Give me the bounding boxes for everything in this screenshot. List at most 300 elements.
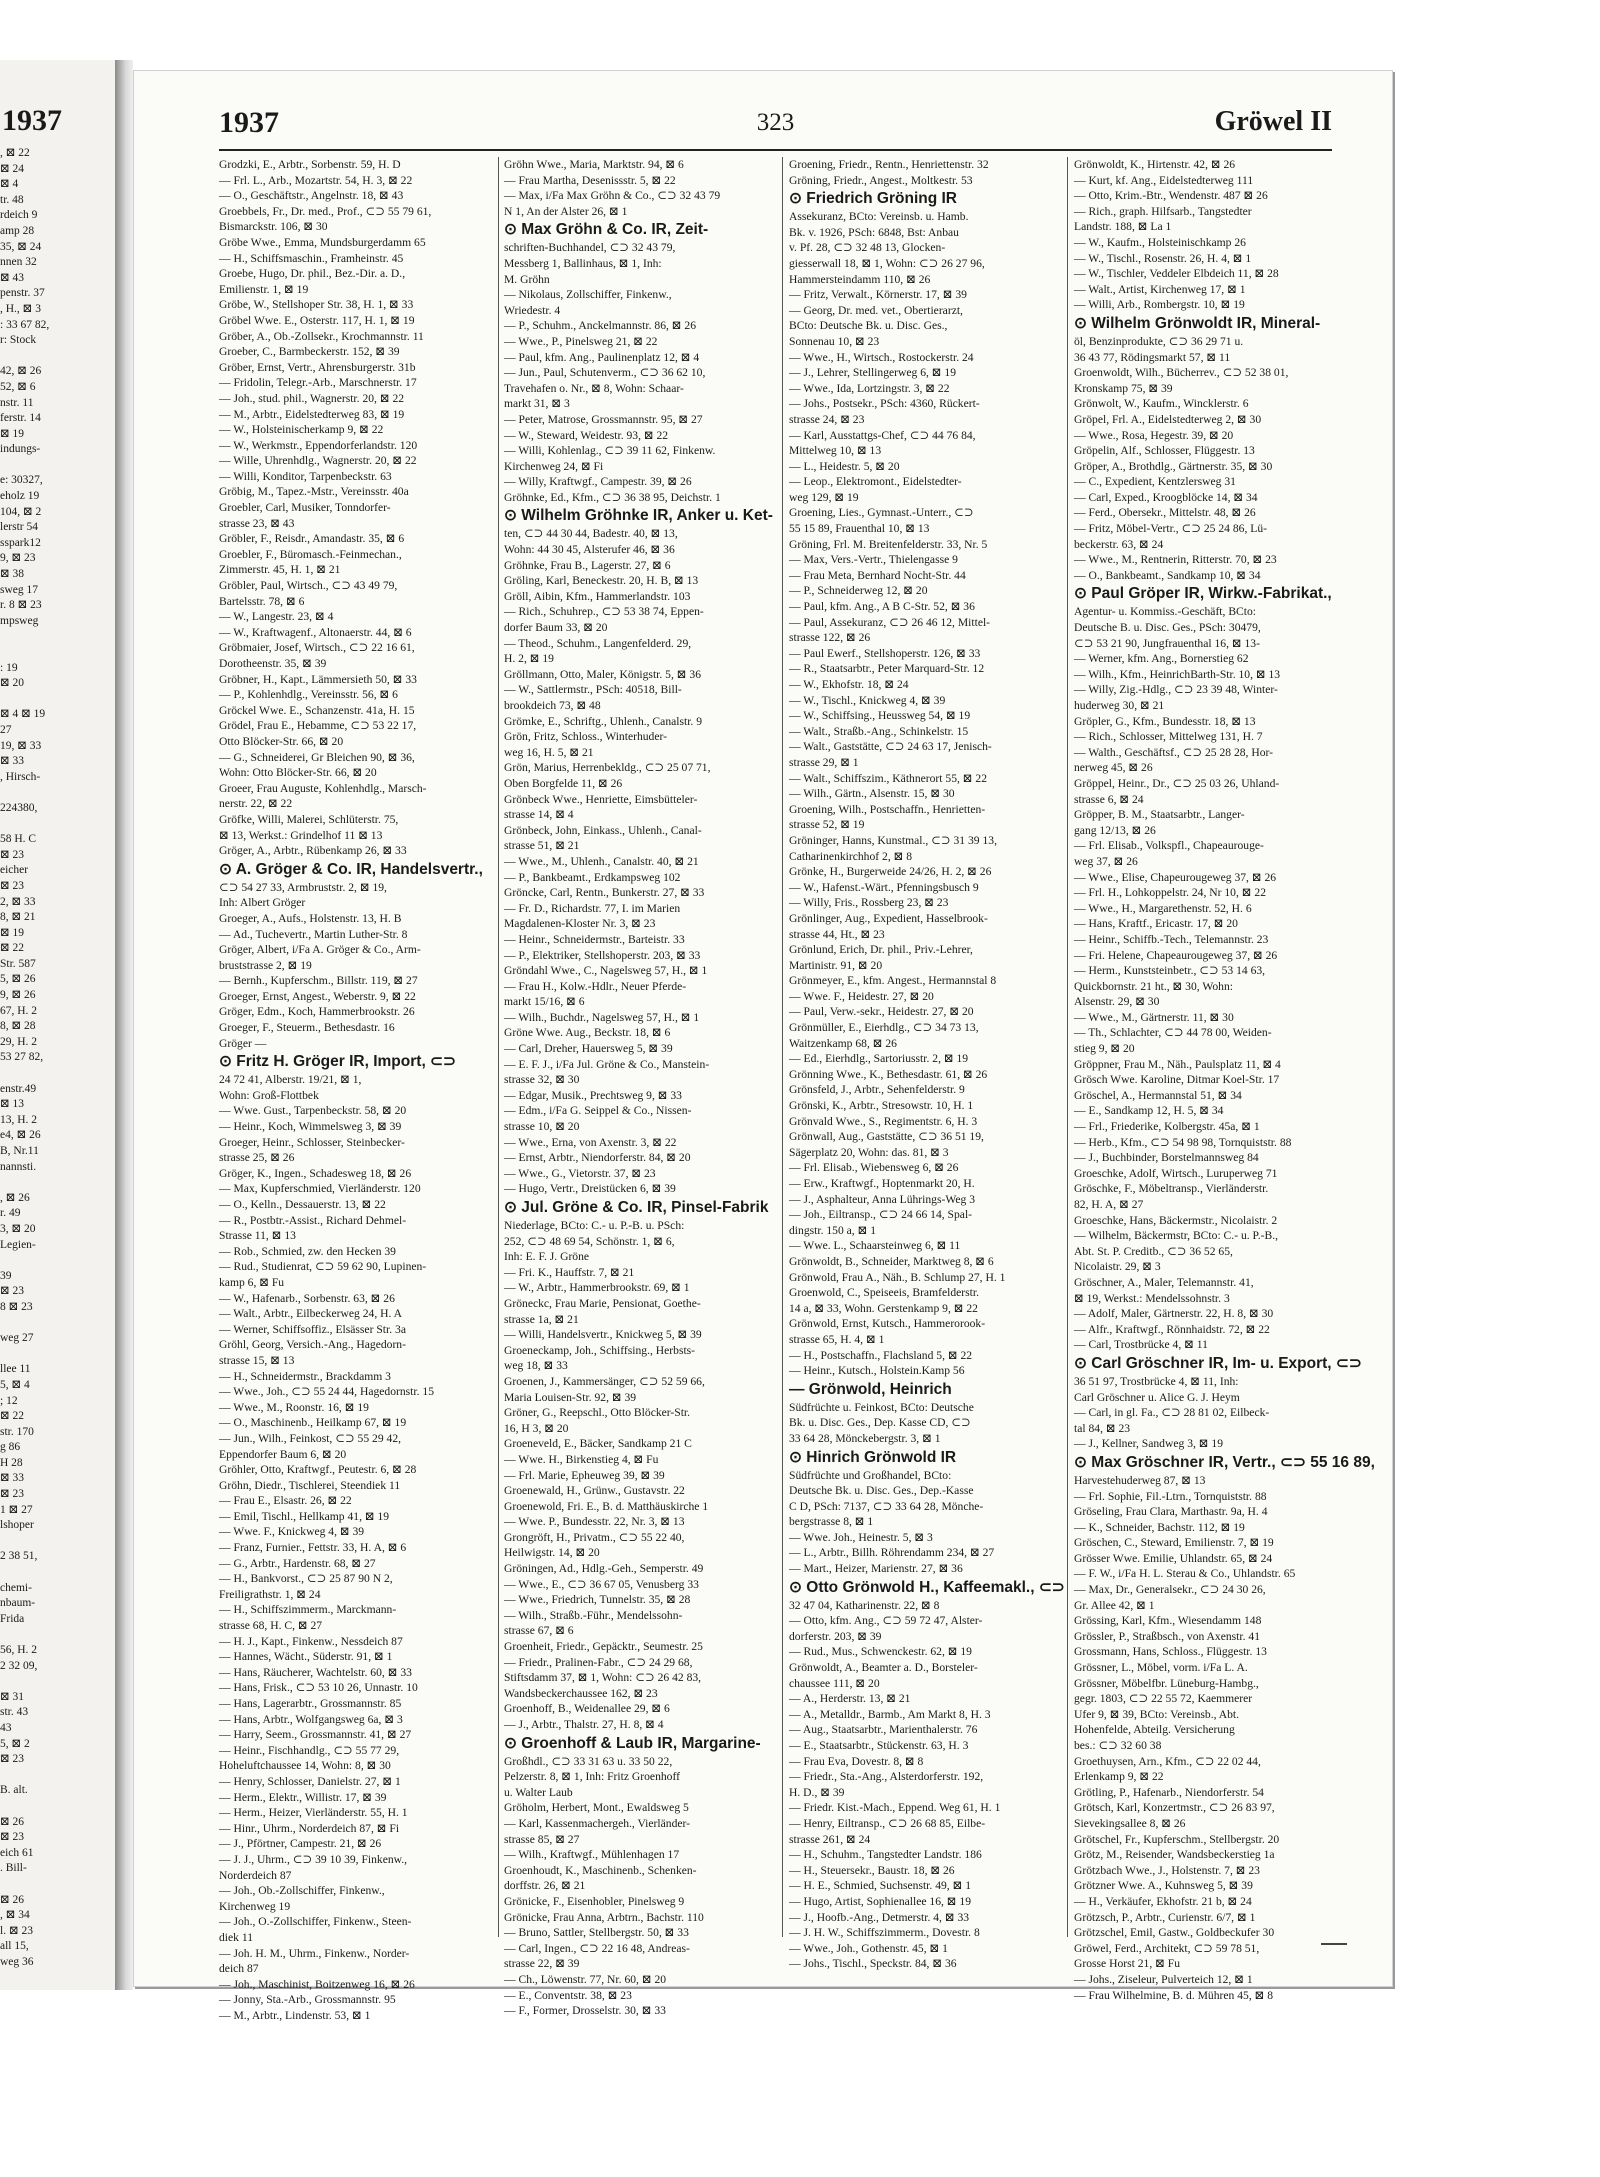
directory-entry-line: — H., Schneidermstr., Brackdamm 3 [219, 1369, 391, 1383]
firm-entry-heading: ⊙ Max Gröhn & Co. IR, Zeit- [504, 221, 709, 239]
previous-page-year: 1937 [2, 104, 62, 137]
directory-entry-line: dingstr. 150 a, ⊠ 1 [789, 1223, 877, 1237]
previous-page-line: ⊠ 22 [0, 1410, 25, 1423]
directory-entry-line: — Wwe. Joh., Heinestr. 5, ⊠ 3 [789, 1530, 933, 1544]
directory-entry-line: Grötzschel, Emil, Gastw., Goldbeckufer 30 [1074, 1926, 1275, 1940]
directory-entry-line: strasse 32, ⊠ 30 [504, 1073, 580, 1087]
previous-page-line: . Bill- [0, 1862, 27, 1875]
previous-page-line: 9, ⊠ 26 [0, 989, 36, 1002]
directory-entry-line: — W., Kraftwagenf., Altonaerstr. 44, ⊠ 6 [219, 625, 412, 639]
directory-entry-line: — Frl. H., Lohkoppelstr. 24, Nr 10, ⊠ 22 [1074, 886, 1266, 900]
directory-entry-line: strasse 1a, ⊠ 21 [504, 1312, 579, 1326]
directory-entry-line: — Max, i/Fa Max Gröhn & Co., ⊂⊃ 32 43 79 [504, 189, 721, 203]
column-2 [504, 157, 773, 2018]
directory-entry-line: — Johs., Ziseleur, Pulverteich 12, ⊠ 1 [1074, 1972, 1253, 1986]
directory-entry-line: 55 15 89, Frauenthal 10, ⊠ 13 [789, 522, 930, 536]
directory-entry-line: Quickbornstr. 21 ht., ⊠ 30, Wohn: [1074, 979, 1233, 993]
directory-entry-line: — H., Steuersekr., Baustr. 18, ⊠ 26 [789, 1863, 955, 1877]
directory-entry-line: — H., Schiffszimmerm., Marckmann- [219, 1603, 397, 1617]
directory-entry-line: Gröncke, Carl, Rentn., Bunkerstr. 27, ⊠ 33 [504, 886, 705, 900]
previous-page-line: Legien- [0, 1238, 36, 1251]
directory-entry-line: Deutsche Bk. u. Disc. Ges., Dep.-Kasse [789, 1484, 974, 1498]
directory-entry-line: v. Pf. 28, ⊂⊃ 32 48 13, Glocken- [789, 241, 946, 255]
directory-entry-line: — Franz, Furnier., Fettstr. 33, H. A, ⊠ 6 [219, 1541, 407, 1555]
directory-entry-line: strasse 51, ⊠ 21 [504, 839, 580, 853]
directory-entry-line: Hammersteindamm 110, ⊠ 26 [789, 272, 931, 286]
directory-entry-line: — A., Metalldr., Barmb., Am Markt 8, H. 3 [789, 1707, 991, 1721]
directory-entry-line: — Rich., graph. Hilfsarb., Tangstedter [1074, 204, 1252, 218]
directory-entry-line: — Frau Meta, Bernhard Nocht-Str. 44 [789, 568, 966, 582]
directory-entry-line: Stiftsdamm 37, ⊠ 1, Wohn: ⊂⊃ 26 42 83, [504, 1671, 702, 1685]
directory-entry-line: weg 16, H. 5, ⊠ 21 [504, 745, 594, 759]
previous-page-line [0, 645, 113, 661]
previous-page-line: g 86 [0, 1441, 21, 1454]
directory-entry-line: — P., Schneiderweg 12, ⊠ 20 [789, 584, 928, 598]
directory-entry-line: Grodzki, E., Arbtr., Sorbenstr. 59, H. D [219, 158, 401, 171]
directory-entry-line: — Fritz, Möbel-Vertr., ⊂⊃ 25 24 86, Lü- [1074, 522, 1267, 536]
directory-entry-line: Gröndahl Wwe., C., Nagelsweg 57, H., ⊠ 1 [504, 964, 708, 978]
directory-entry-line: Grömke, E., Schriftg., Uhlenh., Canalstr. 9 [504, 714, 703, 728]
header-rule [219, 149, 1332, 151]
previous-page-line [0, 1877, 113, 1893]
previous-page-line [0, 1768, 113, 1784]
directory-entry-line: Gröbler, Paul, Wirtsch., ⊂⊃ 43 49 79, [219, 579, 398, 593]
directory-entry-line: Abt. St. P. Creditb., ⊂⊃ 36 52 65, [1074, 1244, 1233, 1258]
directory-entry-line: giesserwall 18, ⊠ 1, Wohn: ⊂⊃ 26 27 96, [789, 256, 985, 270]
directory-entry-line: — Harry, Seem., Grossmannstr. 41, ⊠ 27 [219, 1728, 412, 1742]
column-1 [219, 157, 484, 2022]
directory-entry-line: strasse 22, ⊠ 39 [504, 1957, 580, 1971]
directory-entry-line: Gröninger, Hanns, Kunstmal., ⊂⊃ 31 39 13, [789, 833, 997, 847]
directory-entry-line: — Wwe. F., Heidestr. 27, ⊠ 20 [789, 989, 934, 1003]
directory-entry-line: — Willi, Arb., Rombergstr. 10, ⊠ 19 [1074, 298, 1245, 312]
previous-page-line: r: Stock [0, 334, 37, 347]
directory-entry-line: Gröger, Edm., Koch, Hammerbrookstr. 26 [219, 1005, 415, 1019]
directory-entry-line: nerweg 45, ⊠ 26 [1074, 761, 1153, 775]
running-head: Gröwel II [1214, 106, 1332, 137]
directory-entry-line: Grötzner Wwe. A., Kuhnsweg 5, ⊠ 39 [1074, 1879, 1253, 1893]
directory-entry-line: — R., Staatsarbtr., Peter Marquard-Str. 12 [789, 662, 985, 676]
previous-page-line: 58 H. C [0, 833, 37, 846]
directory-entry-line: — Walt., Artist, Kirchenweg 17, ⊠ 1 [1074, 282, 1246, 296]
directory-entry-line: — Grönwold, Heinrich [789, 1380, 952, 1398]
directory-entry-line: Grödel, Frau E., Hebamme, ⊂⊃ 53 22 17, [219, 719, 417, 733]
previous-page-line: ⊠ 23 [0, 1488, 25, 1501]
directory-entry-line: Inh: Albert Gröger [219, 896, 306, 910]
previous-page-line: enstr.49 [0, 1082, 37, 1095]
previous-page-line: ⊠ 38 [0, 568, 25, 581]
directory-entry-line: tal 84, ⊠ 23 [1074, 1421, 1131, 1435]
directory-entry-line: Grössner, Möbelfbr. Lüneburg-Hambg., [1074, 1676, 1259, 1690]
directory-entry-line: — W., Hafenarb., Sorbenstr. 63, ⊠ 26 [219, 1291, 395, 1305]
directory-entry-line: — Wilh., Kraftwgf., Mühlenhagen 17 [504, 1848, 680, 1862]
directory-entry-line: — J., Arbtr., Thalstr. 27, H. 8, ⊠ 4 [504, 1718, 664, 1731]
directory-entry-line: weg 18, ⊠ 33 [504, 1359, 568, 1373]
directory-entry-line: dorfer Baum 33, ⊠ 20 [504, 621, 608, 635]
directory-entry-line: — Joh. H. M., Uhrm., Finkenw., Norder- [219, 1946, 410, 1960]
column-3 [789, 157, 1065, 1971]
directory-entry-line: — Frl. Sophie, Fil.-Ltrn., Tornquiststr. 88 [1074, 1489, 1267, 1503]
directory-entry-line: — F., Former, Drosselstr. 30, ⊠ 33 [504, 2004, 666, 2018]
directory-entry-line: Groebler, F., Büromasch.-Feinmechan., [219, 547, 402, 561]
previous-page-line: lerstr 54 [0, 521, 39, 534]
directory-entry-line: Groenwold, C., Speiseeis, Bramfelderstr. [789, 1286, 979, 1300]
directory-entry-line: Sägerplatz 20, Wohn: das. 81, ⊠ 3 [789, 1145, 949, 1159]
directory-entry-line: Wohn: Otto Blöcker-Str. 66, ⊠ 20 [219, 766, 377, 780]
directory-entry-line: — Joh., Maschinist, Boitzenweg 16, ⊠ 26 [219, 1977, 415, 1991]
directory-entry-line: Grönski, K., Arbtr., Stresowstr. 10, H. 1 [789, 1099, 974, 1113]
directory-entry-line: Gröhnke, Ed., Kfm., ⊂⊃ 36 38 95, Deichstr. 1 [504, 490, 721, 504]
directory-entry-line: strasse 85, ⊠ 27 [504, 1832, 580, 1846]
directory-entry-line: — Wwe. P., Bundesstr. 22, Nr. 3, ⊠ 13 [504, 1515, 685, 1529]
directory-entry-line: Harvestehuderweg 87, ⊠ 13 [1074, 1473, 1206, 1487]
directory-entry-line: — H., Verkäufer, Ekhofstr. 21 b, ⊠ 24 [1074, 1894, 1252, 1908]
directory-entry-line: Travehafen o. Nr., ⊠ 8, Wohn: Schaar- [504, 381, 684, 395]
directory-entry-line: Gröwel, Ferd., Architekt, ⊂⊃ 59 78 51, [1074, 1941, 1260, 1955]
directory-entry-line: ten, ⊂⊃ 44 30 44, Badestr. 40, ⊠ 13, [504, 527, 678, 541]
directory-entry-line: Gröckel Wwe. E., Schanzenstr. 41a, H. 15 [219, 703, 415, 717]
directory-entry-line: Groening, Friedr., Rentn., Henriettenstr. 32 [789, 158, 989, 171]
previous-page-line: 2 32 09, [0, 1659, 38, 1672]
previous-page-line: mpsweg [0, 614, 39, 627]
directory-entry-line: Niederlage, BCto: C.- u. P.-B. u. PSch: [504, 1219, 685, 1232]
directory-entry-line: Groeneveld, E., Bäcker, Sandkamp 21 C [504, 1437, 692, 1451]
directory-entry-line: — Paul, kfm. Ang., Paulinenplatz 12, ⊠ 4 [504, 350, 700, 364]
directory-entry-line: Bismarckstr. 106, ⊠ 30 [219, 220, 328, 234]
directory-entry-line: Grönvald Wwe., S., Regimentstr. 6, H. 3 [789, 1114, 978, 1128]
directory-entry-line: — W., Sattlermstr., PSch: 40518, Bill- [504, 683, 682, 697]
directory-entry-line: Groeer, Frau Auguste, Kohlenhdlg., Marsch- [219, 781, 427, 795]
directory-entry-line: — Jun., Paul, Schutenverm., ⊂⊃ 36 62 10, [504, 366, 706, 380]
previous-page-line: 224380, [0, 801, 38, 814]
page-header [219, 106, 1332, 146]
directory-entry-line: — J., Asphalteur, Anna Lührings-Weg 3 [789, 1192, 976, 1206]
previous-page-line: 67, H. 2 [0, 1004, 38, 1017]
directory-entry-line: Gröger, A., Arbtr., Rübenkamp 26, ⊠ 33 [219, 844, 407, 858]
directory-entry-line: — Hinr., Uhrm., Norderdeich 87, ⊠ Fi [219, 1821, 400, 1835]
previous-page-line: 27 [0, 723, 12, 736]
previous-page-line: ⊠ 4 [0, 178, 19, 191]
directory-entry-line: — Max, Dr., Generalsekr., ⊂⊃ 24 30 26, [1074, 1583, 1266, 1597]
previous-page-line: , H., ⊠ 3 [0, 302, 41, 315]
directory-entry-line: Grön, Marius, Herrenbekldg., ⊂⊃ 25 07 71, [504, 761, 711, 775]
directory-entry-line: Inh: E. F. J. Gröne [504, 1250, 590, 1264]
directory-entry-line: Gr. Allee 42, ⊠ 1 [1074, 1598, 1155, 1612]
directory-entry-line: — W., Langestr. 23, ⊠ 4 [219, 610, 334, 624]
directory-entry-line: Groenheit, Friedr., Gepäcktr., Seumestr. 25 [504, 1640, 703, 1654]
directory-entry-line: — Hugo, Artist, Sophienallee 16, ⊠ 19 [789, 1894, 971, 1908]
directory-entry-line: M. Gröhn [504, 272, 550, 286]
previous-page-line: H 28 [0, 1456, 23, 1469]
directory-entry-line: — Hans, Arbtr., Wolfgangsweg 6a, ⊠ 3 [219, 1712, 403, 1726]
directory-entry-line: — Th., Schlachter, ⊂⊃ 44 78 00, Weiden- [1074, 1026, 1272, 1040]
directory-entry-line: — Frl. Elisab., Wiebensweg 6, ⊠ 26 [789, 1161, 959, 1175]
firm-entry-heading: ⊙ Wilhelm Gröhnke IR, Anker u. Ket- [504, 507, 773, 525]
directory-entry-line: Oben Borgfelde 11, ⊠ 26 [504, 776, 623, 790]
directory-entry-line: 16, H 3, ⊠ 20 [504, 1421, 569, 1435]
directory-entry-line: — O., Kelln., Dessauerstr. 13, ⊠ 22 [219, 1198, 386, 1211]
firm-entry-heading: ⊙ Paul Gröper IR, Wirkw.-Fabrikat., [1074, 585, 1332, 603]
directory-entry-line: Groening, Wilh., Postschaffn., Henrietten- [789, 802, 986, 816]
directory-entry-line: Gröfke, Willi, Malerei, Schlüterstr. 75, [219, 812, 399, 826]
directory-entry-line: — Willy, Zig.-Hdlg., ⊂⊃ 23 39 48, Winter- [1074, 683, 1278, 697]
directory-entry-line: Gröbe Wwe., Emma, Mundsburgerdamm 65 [219, 235, 426, 249]
directory-entry-line: 36 43 77, Rödingsmarkt 57, ⊠ 11 [1074, 350, 1231, 364]
directory-entry-line: Heilwigstr. 14, ⊠ 20 [504, 1546, 600, 1560]
directory-entry-line: Gröger, Albert, i/Fa A. Gröger & Co., Arm- [219, 943, 421, 957]
previous-page-line: ⊠ 22 [0, 942, 25, 955]
directory-entry-line: — W., Schiffsing., Heussweg 54, ⊠ 19 [789, 709, 971, 723]
directory-entry-line: — Karl, Ausstattgs-Chef, ⊂⊃ 44 76 84, [789, 428, 976, 442]
directory-entry-line: markt 31, ⊠ 3 [504, 397, 570, 411]
previous-page-line: ⊠ 33 [0, 755, 25, 768]
directory-entry-line: — H., Schuhm., Tangstedter Landstr. 186 [789, 1848, 982, 1862]
directory-entry-line: gang 12/13, ⊠ 26 [1074, 823, 1156, 837]
directory-entry-line: Gröschel, A., Hermannstal 51, ⊠ 34 [1074, 1088, 1242, 1102]
previous-page-line: 13, H. 2 [0, 1113, 38, 1126]
directory-entry-line: brookdeich 73, ⊠ 48 [504, 699, 601, 712]
directory-entry-line: — Frl., Friederike, Kolbergstr. 45a, ⊠ 1 [1074, 1120, 1260, 1134]
directory-entry-line: Grössing, Karl, Kfm., Wiesendamm 148 [1074, 1614, 1262, 1628]
directory-entry-line: — Wwe., Elise, Chapeurougeweg 37, ⊠ 26 [1074, 870, 1277, 884]
directory-entry-line: — Alfr., Kraftwgf., Rönnhaidstr. 72, ⊠ 22 [1074, 1322, 1270, 1336]
directory-entry-line: Nicolaistr. 29, ⊠ 3 [1074, 1260, 1161, 1274]
directory-entry-line: Kirchenweg 24, ⊠ Fi [504, 459, 604, 473]
directory-entry-line: — Rud., Mus., Schwenckestr. 62, ⊠ 19 [789, 1645, 972, 1659]
directory-entry-line: Groening, Lies., Gymnast.-Unterr., ⊂⊃ [789, 506, 974, 520]
directory-entry-line: — Friedr., Sta.-Ang., Alsterdorferstr. 192, [789, 1770, 984, 1784]
column-divider [498, 157, 499, 1937]
directory-entry-line: Gröper, A., Brothdlg., Gärtnerstr. 35, ⊠ 30 [1074, 459, 1273, 473]
directory-entry-line: — Wwe., Rosa, Hegestr. 39, ⊠ 20 [1074, 428, 1234, 442]
directory-entry-line: Groenewald, H., Grünw., Gustavstr. 22 [504, 1484, 685, 1498]
directory-entry-line: — W., Arbtr., Hammerbrookstr. 69, ⊠ 1 [504, 1281, 690, 1295]
directory-entry-line: — Emil, Tischl., Hellkamp 41, ⊠ 19 [219, 1509, 390, 1523]
previous-page-line: 5, ⊠ 26 [0, 973, 36, 986]
directory-entry-line: — Mart., Heizer, Marienstr. 27, ⊠ 36 [789, 1562, 963, 1576]
previous-page-line: r. 49 [0, 1207, 21, 1220]
directory-entry-line: — Wwe., Friedrich, Tunnelstr. 35, ⊠ 28 [504, 1593, 691, 1607]
directory-entry-line: Grönicke, Frau Anna, Arbtrn., Bachstr. 110 [504, 1910, 704, 1924]
previous-page-line: str. 170 [0, 1425, 34, 1438]
directory-entry-line: nerstr. 22, ⊠ 22 [219, 797, 293, 811]
directory-entry-line: — Adolf, Maler, Gärtnerstr. 22, H. 8, ⊠ 30 [1074, 1307, 1274, 1321]
directory-entry-line: — Walt., Straßb.-Ang., Schinkelstr. 15 [789, 724, 969, 738]
directory-entry-line: strasse 122, ⊠ 26 [789, 631, 871, 645]
footer-rule [1321, 1943, 1347, 1945]
directory-entry-line: — Kurt, kf. Ang., Eidelstedterweg 111 [1074, 173, 1254, 187]
previous-page-line [0, 1799, 113, 1815]
directory-entry-line: — Wwe. Gust., Tarpenbeckstr. 58, ⊠ 20 [219, 1104, 407, 1118]
directory-entry-line: — Heinr., Koch, Wimmelsweg 3, ⊠ 39 [219, 1120, 402, 1134]
directory-entry-line: — K., Schneider, Bachstr. 112, ⊠ 19 [1074, 1520, 1245, 1534]
directory-entry-line: — Karl, Kassenmachergeh., Vierländer- [504, 1816, 691, 1830]
directory-entry-line: Grönicke, F., Eisenhobler, Pinelsweg 9 [504, 1894, 685, 1908]
previous-page-line: ⊠ 19 [0, 427, 25, 440]
directory-entry-line: strasse 23, ⊠ 43 [219, 516, 295, 530]
directory-entry-line: dorffstr. 26, ⊠ 21 [504, 1879, 586, 1893]
previous-page-line: weg 27 [0, 1332, 34, 1345]
directory-entry-line: — Peter, Matrose, Grossmannstr. 95, ⊠ 27 [504, 412, 703, 426]
directory-entry-line: chaussee 111, ⊠ 20 [789, 1676, 880, 1690]
directory-entry-line: — W., Steward, Weidestr. 93, ⊠ 22 [504, 428, 669, 442]
previous-page-line [0, 629, 113, 645]
directory-entry-line: Groenewold, Fri. E., B. d. Matthäuskirche 1 [504, 1499, 709, 1513]
directory-entry-line: strasse 67, ⊠ 6 [504, 1624, 574, 1638]
previous-page-line: ⊠ 26 [0, 1893, 25, 1906]
directory-entry-line: — J., Hoofb.-Ang., Detmerstr. 4, ⊠ 33 [789, 1910, 970, 1924]
directory-entry-line: Grönmeyer, E., kfm. Angest., Hermannstal 8 [789, 974, 997, 988]
directory-entry-line: Emilienstr. 1, ⊠ 19 [219, 282, 309, 296]
previous-page-line: 8 ⊠ 23 [0, 1300, 33, 1313]
directory-entry-line: — Walth., Geschäftsf., ⊂⊃ 25 28 28, Hor- [1074, 745, 1274, 759]
page-number: 323 [756, 109, 795, 136]
directory-entry-line: — Jonny, Sta.-Arb., Grossmannstr. 95 [219, 1993, 396, 2007]
previous-page-line: ferstr. 14 [0, 412, 41, 425]
directory-entry-line: Grönwold, Ernst, Kutsch., Hammerorook- [789, 1317, 986, 1331]
directory-entry-line: Otto Blöcker-Str. 66, ⊠ 20 [219, 734, 344, 748]
directory-entry-line: Gröseling, Frau Clara, Marthastr. 9a, H. 4 [1074, 1505, 1268, 1519]
directory-entry-line: — J. H. W., Schiffszimmerm., Dovestr. 8 [789, 1926, 980, 1940]
previous-page-line: ⊠ 26 [0, 1815, 25, 1828]
directory-entry-line: — Paul, Verw.-sekr., Heidestr. 27, ⊠ 20 [789, 1005, 974, 1019]
directory-entry-line: Gröschen, C., Steward, Emilienstr. 7, ⊠ 19 [1074, 1536, 1274, 1550]
previous-page-edge [0, 60, 117, 1990]
directory-entry-line: — Hans, Lagerarbtr., Grossmannstr. 85 [219, 1697, 402, 1710]
directory-entry-line: — Herb., Kfm., ⊂⊃ 54 98 98, Tornquiststr. 88 [1074, 1135, 1292, 1149]
directory-entry-line: dorferstr. 203, ⊠ 39 [789, 1629, 882, 1643]
directory-entry-line: — Wille, Uhrenhdlg., Wagnerstr. 20, ⊠ 22 [219, 454, 417, 468]
directory-entry-line: — F. W., i/Fa H. L. Sterau & Co., Uhlandstr. 65 [1074, 1567, 1296, 1581]
directory-entry-line: — Walt., Arbtr., Eilbeckerweg 24, H. A [219, 1307, 403, 1321]
previous-page-line: B. alt. [0, 1784, 28, 1797]
directory-entry-line: — Frl. L., Arb., Mozartstr. 54, H. 3, ⊠ 22 [219, 173, 413, 187]
column-4 [1074, 157, 1375, 2002]
directory-entry-line: Grossmann, Hans, Schloss., Flüggestr. 13 [1074, 1645, 1267, 1659]
directory-entry-line: — H., Postschaffn., Flachsland 5, ⊠ 22 [789, 1348, 973, 1362]
directory-entry-line: Grössler, P., Straßbsch., von Axenstr. 41 [1074, 1629, 1260, 1643]
directory-entry-line: Gröbel Wwe. E., Osterstr. 117, H. 1, ⊠ 19 [219, 313, 415, 327]
previous-page-line: : 33 67 82, [0, 318, 50, 331]
directory-entry-line: — J., Pförtner, Campestr. 21, ⊠ 26 [219, 1837, 382, 1851]
directory-entry-line: Bk. u. Disc. Ges., Dep. Kasse CD, ⊂⊃ [789, 1416, 971, 1430]
directory-entry-line: — Aug., Staatsarbtr., Marienthalerstr. 76 [789, 1723, 978, 1737]
directory-entry-line: — Joh., O.-Zollschiffer, Finkenw., Steen- [219, 1915, 412, 1929]
previous-page-line [0, 1674, 113, 1690]
previous-page-line: eholz 19 [0, 490, 40, 503]
directory-entry-line: Grönning Wwe., K., Bethesdastr. 61, ⊠ 26 [789, 1067, 988, 1081]
previous-page-line: ⊠ 23 [0, 879, 25, 892]
directory-entry-line: Grönwall, Aug., Gaststätte, ⊂⊃ 36 51 19, [789, 1130, 984, 1144]
directory-entry-line: — Fr. D., Richardstr. 77, I. im Marien [504, 901, 681, 915]
firm-entry-heading: ⊙ Jul. Gröne & Co. IR, Pinsel-Fabrik [504, 1199, 769, 1216]
firm-entry-heading: ⊙ Fritz H. Gröger IR, Import, ⊂⊃ [219, 1053, 457, 1071]
directory-entry-line: — Jun., Wilh., Feinkost, ⊂⊃ 55 29 42, [219, 1431, 402, 1445]
directory-entry-line: Magdalenen-Kloster Nr. 3, ⊠ 23 [504, 917, 656, 931]
previous-page-line: sweg 17 [0, 583, 39, 596]
directory-entry-line: Grötz, M., Reisender, Wandsbeckerstieg 1a [1074, 1848, 1275, 1862]
directory-entry-line: — Carl, Ingen., ⊂⊃ 22 16 48, Andreas- [504, 1941, 690, 1955]
directory-entry-line: — Willy, Kraftwgf., Campestr. 39, ⊠ 26 [504, 475, 692, 489]
directory-entry-line: — Wilh., Gärtn., Alsenstr. 15, ⊠ 30 [789, 787, 955, 801]
previous-page-line: eicher [0, 864, 29, 877]
directory-entry-line: Mittelweg 10, ⊠ 13 [789, 444, 882, 458]
firm-entry-heading: ⊙ Wilhelm Grönwoldt IR, Mineral- [1074, 314, 1321, 332]
directory-entry-line: N 1, An der Alster 26, ⊠ 1 [504, 204, 628, 218]
directory-entry-line: Groeschke, Hans, Bäckermstr., Nicolaistr. 2 [1074, 1213, 1278, 1227]
directory-entry-line: Groebe, Hugo, Dr. phil., Bez.-Dir. a. D., [219, 267, 406, 281]
directory-entry-line: Großhdl., ⊂⊃ 33 31 63 u. 33 50 22, [504, 1754, 673, 1768]
directory-entry-line: — J., Kellner, Sandweg 3, ⊠ 19 [1074, 1437, 1223, 1451]
directory-entry-line: Gröppner, Frau M., Näh., Paulsplatz 11, ⊠ 4 [1074, 1057, 1281, 1071]
directory-entry-line: Gröner, G., Reepschl., Otto Blöcker-Str. [504, 1406, 691, 1420]
previous-page-line: ⊠ 23 [0, 1831, 25, 1844]
directory-entry-line: — Herm., Heizer, Vierländerstr. 55, H. 1 [219, 1806, 408, 1820]
directory-entry-line: — Henry, Eiltransp., ⊂⊃ 26 68 85, Eilbe- [789, 1816, 986, 1830]
directory-entry-line: Gröber, Ernst, Vertr., Ahrensburgerstr. 31b [219, 360, 416, 374]
directory-entry-line: — Heinr., Kutsch., Holstein.Kamp 56 [789, 1364, 965, 1378]
previous-page-line: 35, ⊠ 24 [0, 240, 42, 253]
directory-entry-line: Grönbeck, John, Einkass., Uhlenh., Canal- [504, 823, 702, 837]
directory-entry-line: Gröhn, Diedr., Tischlerei, Steendiek 11 [219, 1478, 401, 1492]
directory-entry-line: — Wilh., Buchdr., Nagelsweg 57, H., ⊠ 1 [504, 1010, 700, 1024]
directory-entry-line: — Paul, Assekuranz, ⊂⊃ 26 46 12, Mittel- [789, 615, 991, 629]
previous-page-line: r. 8 ⊠ 23 [0, 599, 42, 612]
directory-entry-line: Gröll, Aibin, Kfm., Hammerlandstr. 103 [504, 589, 691, 603]
previous-page-line: 52, ⊠ 6 [0, 380, 36, 393]
directory-entry-line: — L., Heidestr. 5, ⊠ 20 [789, 459, 900, 473]
firm-entry-heading: ⊙ Friedrich Gröning IR [789, 190, 957, 208]
directory-entry-line: — Heinr., Fischhandlg., ⊂⊃ 55 77 29, [219, 1743, 400, 1757]
directory-entry-line: — Max, Vers.-Vertr., Thielengasse 9 [789, 553, 958, 567]
directory-entry-line: Groeger, F., Steuerm., Bethesdastr. 16 [219, 1021, 395, 1035]
previous-page-line: 104, ⊠ 2 [0, 505, 42, 518]
directory-entry-line: — Herm., Elektr., Willistr. 17, ⊠ 39 [219, 1790, 387, 1804]
directory-entry-line: — Wwe., M., Roonstr. 16, ⊠ 19 [219, 1400, 369, 1414]
previous-page-line: amp 28 [0, 224, 35, 237]
directory-entry-line: H. 2, ⊠ 19 [504, 652, 554, 666]
firm-entry-heading: ⊙ Groenhoff & Laub IR, Margarine- [504, 1734, 761, 1752]
directory-entry-line: Südfrüchte und Großhandel, BCto: [789, 1468, 952, 1482]
directory-entry-line: Grönlund, Erich, Dr. phil., Priv.-Lehrer, [789, 943, 973, 957]
directory-entry-line: — Paul, kfm. Ang., A B C-Str. 52, ⊠ 36 [789, 600, 975, 614]
previous-page-line: ⊠ 20 [0, 677, 25, 690]
directory-entry-line: Bk. v. 1926, PSch: 6848, Bst: Anbau [789, 225, 959, 239]
directory-entry-line: — Wwe., M., Uhlenh., Canalstr. 40, ⊠ 21 [504, 854, 699, 868]
directory-entry-line: — Joh., Eiltransp., ⊂⊃ 24 66 14, Spal- [789, 1208, 973, 1222]
directory-entry-line: stieg 9, ⊠ 20 [1074, 1042, 1135, 1056]
directory-page [133, 70, 1393, 2022]
directory-entry-line: Gröpper, B. M., Staatsarbtr., Langer- [1074, 808, 1245, 822]
previous-page-line: ⊠ 13 [0, 1098, 25, 1111]
directory-entry-line: Gröling, Karl, Beneckestr. 20, H. B, ⊠ 13 [504, 574, 699, 588]
previous-page-line: e4, ⊠ 26 [0, 1129, 41, 1142]
directory-entry-line: — Carl, Trostbrücke 4, ⊠ 11 [1074, 1338, 1208, 1352]
previous-page-line: penstr. 37 [0, 287, 45, 300]
directory-entry-line: Groenen, J., Kammersänger, ⊂⊃ 52 59 66, [504, 1374, 705, 1388]
directory-entry-line: Gröbig, M., Tapez.-Mstr., Vereinsstr. 40a [219, 485, 409, 499]
directory-entry-line: — O., Geschäftstr., Angelnstr. 18, ⊠ 43 [219, 189, 404, 203]
directory-entry-line: Grötling, P., Hafenarb., Niendorferstr. 54 [1074, 1785, 1264, 1799]
directory-entry-line: Eppendorfer Baum 6, ⊠ 20 [219, 1447, 347, 1461]
directory-entry-line: Groeger, Ernst, Angest., Weberstr. 9, ⊠ 22 [219, 989, 416, 1003]
directory-entry-line: — Otto, kfm. Ang., ⊂⊃ 59 72 47, Alster- [789, 1614, 983, 1628]
directory-entry-line: Gröschke, F., Möbeltransp., Vierländerstr. [1074, 1182, 1269, 1196]
directory-entry-line: Hoheluftchaussee 14, Wohn: 8, ⊠ 30 [219, 1759, 391, 1773]
previous-page-line: Frida [0, 1612, 25, 1625]
directory-entry-line: Hohenfelde, Abteilg. Versicherung [1074, 1723, 1235, 1737]
previous-page-line: indungs- [0, 443, 41, 456]
